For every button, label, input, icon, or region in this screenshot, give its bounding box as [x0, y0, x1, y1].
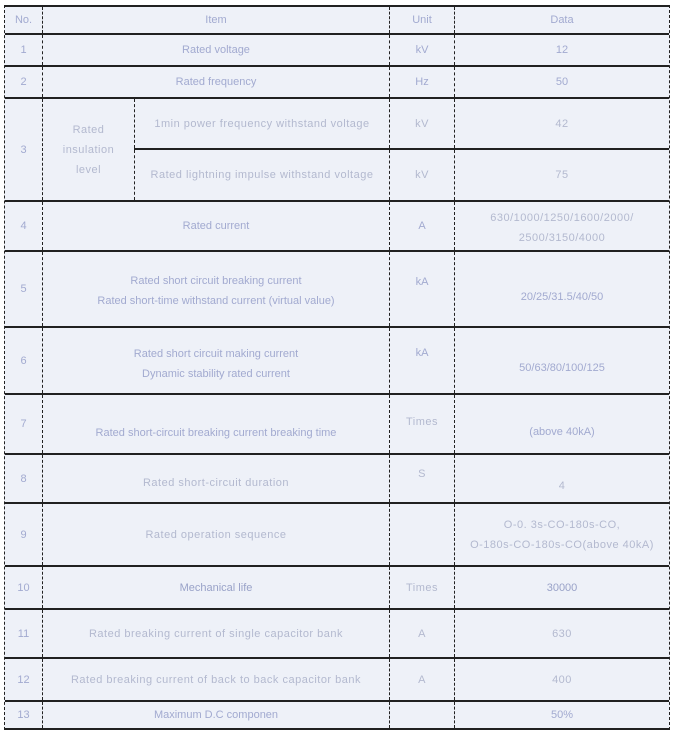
- header-cell-no: No.: [14, 14, 33, 26]
- unit-cell: [389, 504, 454, 565]
- data-cell: 50%: [454, 702, 669, 728]
- table-row: [5, 455, 669, 504]
- data-text: (above 40kA): [529, 426, 595, 438]
- data-line: 2500/3150/4000: [518, 232, 606, 244]
- unit-cell: Hz: [389, 67, 454, 97]
- header-cell-data: Data: [454, 7, 669, 33]
- data-line: 630/1000/1250/1600/2000/: [490, 212, 634, 224]
- data-text: 4: [558, 479, 566, 492]
- table-row: [5, 252, 669, 328]
- unit-text: S: [418, 467, 426, 480]
- unit-cell: kV: [389, 35, 454, 65]
- item-cell: [42, 455, 389, 502]
- data-cell: [454, 455, 669, 502]
- unit-cell: kV: [389, 99, 454, 148]
- data-line: O-180s-CO-180s-CO(above 40kA): [470, 538, 654, 551]
- data-text: [490, 208, 634, 248]
- unit-text: kA: [415, 346, 429, 359]
- sub-rows: [134, 99, 669, 200]
- row-number-cell: 12: [17, 673, 30, 686]
- data-cell: 630: [454, 610, 669, 657]
- table-row: [5, 67, 669, 99]
- item-cell: Rated breaking current of back to back capacitor bank: [42, 659, 389, 700]
- sub-row: [134, 99, 669, 150]
- unit-cell: A: [389, 659, 454, 700]
- header-cell-unit: Unit: [389, 7, 454, 33]
- row-number-cell: 10: [17, 581, 30, 594]
- row-number-cell: 11: [17, 627, 30, 640]
- unit-cell: A: [389, 202, 454, 250]
- item-cell: Rated operation sequence: [42, 504, 389, 565]
- data-cell: [454, 252, 669, 326]
- data-text: [470, 515, 654, 555]
- table-header-row: [5, 7, 669, 35]
- unit-cell: kV: [389, 150, 454, 200]
- unit-cell: [389, 328, 454, 393]
- table-row: [5, 328, 669, 395]
- row-number-cell: 1: [20, 44, 27, 56]
- item-text: [134, 344, 298, 384]
- data-cell: 50: [454, 67, 669, 97]
- unit-text: kA: [415, 276, 429, 288]
- data-cell: [454, 395, 669, 453]
- row-number-cell: 5: [20, 283, 27, 295]
- data-cell: 30000: [454, 567, 669, 608]
- item-line: Dynamic stability rated current: [142, 367, 290, 380]
- row-number-cell: 4: [20, 220, 27, 232]
- item-line: Rated short circuit breaking current: [130, 275, 302, 287]
- row-number-cell: 2: [20, 76, 27, 88]
- item-cell: Rated frequency: [42, 67, 389, 97]
- item-text: Rated short-circuit duration: [142, 476, 290, 489]
- unit-cell: [389, 455, 454, 502]
- group-label-cell: Rated insulation level: [42, 99, 134, 200]
- row-number-cell: 8: [20, 472, 27, 485]
- item-cell: [42, 395, 389, 453]
- item-cell: 1min power frequency withstand voltage: [134, 99, 389, 148]
- header-cell-item: Item: [42, 7, 389, 33]
- item-cell: Rated breaking current of single capacitor bank: [42, 610, 389, 657]
- table-row: [5, 35, 669, 67]
- table-row: [5, 504, 669, 567]
- item-text: Rated short-circuit breaking current breaking time: [95, 427, 337, 439]
- item-cell: Rated voltage: [42, 35, 389, 65]
- table-row: [5, 610, 669, 659]
- data-line: O-0. 3s-CO-180s-CO,: [503, 518, 621, 531]
- table-row: [5, 395, 669, 455]
- item-line: Rated short circuit making current: [133, 347, 299, 360]
- data-text: 50/63/80/100/125: [519, 361, 605, 374]
- spec-table: [4, 5, 670, 730]
- table-row-group: [5, 99, 669, 202]
- row-number-cell: 6: [20, 354, 27, 367]
- item-line: Rated short-time withstand current (virtual value): [97, 295, 335, 307]
- table-row: [5, 702, 669, 728]
- data-cell: [454, 328, 669, 393]
- unit-cell: A: [389, 610, 454, 657]
- item-cell: Maximum D.C componen: [42, 702, 389, 728]
- data-cell: [454, 202, 669, 250]
- sub-row: [134, 150, 669, 200]
- unit-text: Times: [405, 416, 439, 428]
- unit-cell: [389, 252, 454, 326]
- row-number-cell: 9: [20, 528, 27, 541]
- data-cell: 400: [454, 659, 669, 700]
- table-row: [5, 567, 669, 610]
- item-cell: [42, 252, 389, 326]
- item-cell: Rated current: [42, 202, 389, 250]
- row-number-cell: 13: [17, 709, 30, 721]
- unit-cell: Times: [389, 567, 454, 608]
- data-text: 20/25/31.5/40/50: [520, 291, 604, 303]
- unit-cell: [389, 702, 454, 728]
- table-row: [5, 202, 669, 252]
- table-row: [5, 659, 669, 702]
- item-cell: [42, 328, 389, 393]
- item-text: [97, 271, 334, 311]
- data-cell: 75: [454, 150, 669, 200]
- data-cell: 12: [454, 35, 669, 65]
- unit-cell: [389, 395, 454, 453]
- data-cell: 42: [454, 99, 669, 148]
- row-number-cell: 7: [20, 418, 27, 430]
- item-cell: Mechanical life: [42, 567, 389, 608]
- item-cell: Rated lightning impulse withstand voltage: [134, 150, 389, 200]
- data-cell: [454, 504, 669, 565]
- row-number-cell: 3: [20, 143, 27, 156]
